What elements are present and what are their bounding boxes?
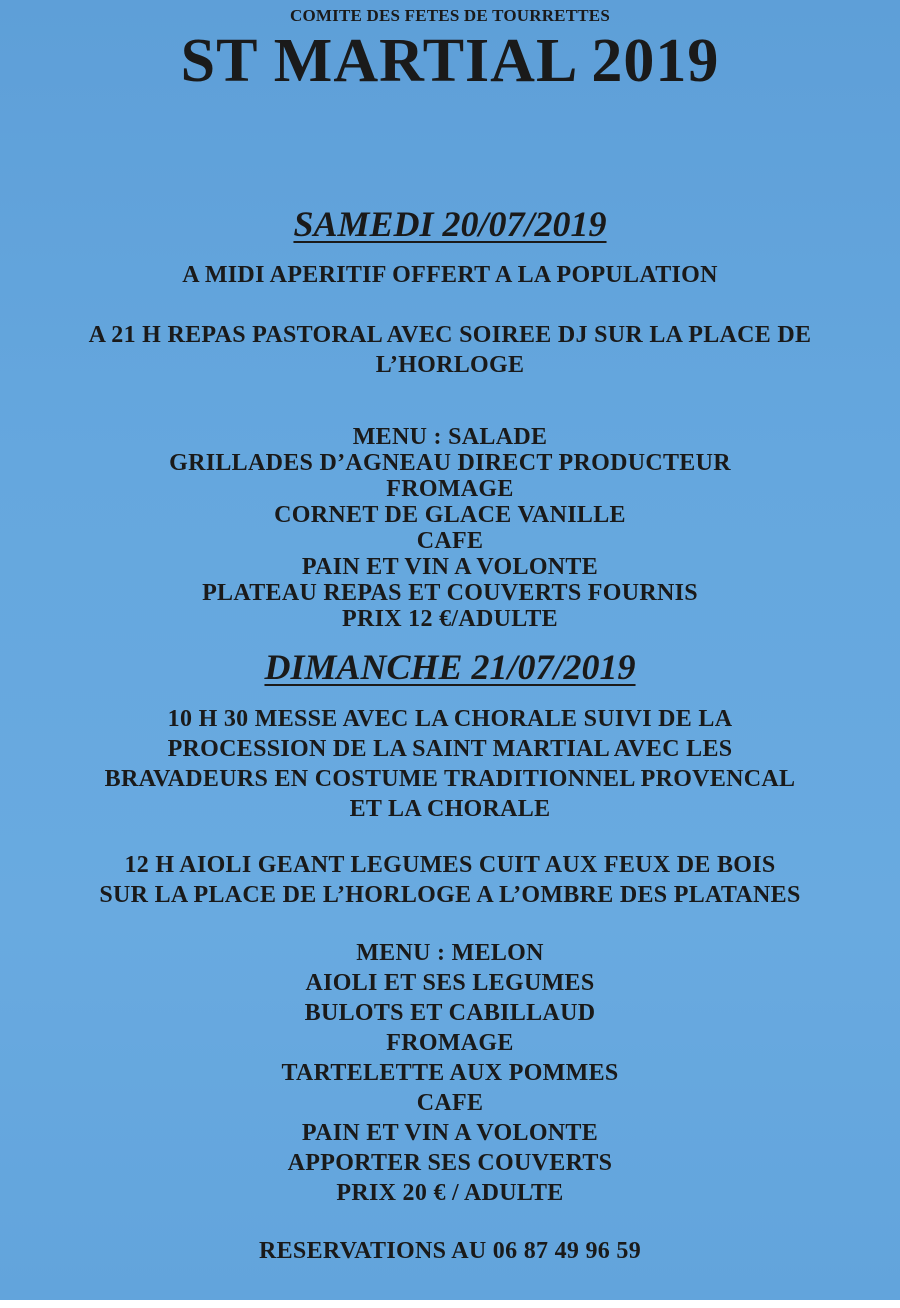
sunday-menu-item: AIOLI ET SES LEGUMES (305, 970, 595, 996)
saturday-aperitif: A MIDI APERITIF OFFERT A LA POPULATION (182, 262, 718, 288)
saturday-heading: SAMEDI 20/07/2019 (293, 204, 607, 244)
saturday-menu-item: GRILLADES D’AGNEAU DIRECT PRODUCTEUR (169, 450, 731, 476)
sunday-mass-line: ET LA CHORALE (349, 796, 551, 822)
sunday-mass-line: BRAVADEURS EN COSTUME TRADITIONNEL PROVENCAL (104, 766, 796, 792)
saturday-menu-item: MENU : SALADE (352, 424, 548, 450)
sunday-menu-item: BULOTS ET CABILLAUD (304, 1000, 596, 1026)
sunday-mass-line: PROCESSION DE LA SAINT MARTIAL AVEC LES (167, 736, 733, 762)
sunday-aioli-line: SUR LA PLACE DE L’HORLOGE A L’OMBRE DES PLATANES (99, 882, 801, 908)
sunday-price: PRIX 20 € / ADULTE (336, 1180, 564, 1206)
saturday-menu-item: CORNET DE GLACE VANILLE (274, 502, 626, 528)
sunday-menu-item: CAFE (416, 1090, 484, 1116)
sunday-mass-line: 10 H 30 MESSE AVEC LA CHORALE SUIVI DE LA (167, 706, 733, 732)
sunday-menu-item: MENU : MELON (356, 940, 544, 966)
sunday-menu-item: PAIN ET VIN A VOLONTE (301, 1120, 599, 1146)
sunday-menu-item: TARTELETTE AUX POMMES (281, 1060, 619, 1086)
sunday-menu-item: FROMAGE (386, 1030, 514, 1056)
sunday-heading: DIMANCHE 21/07/2019 (264, 647, 636, 687)
saturday-dinner-line-1: A 21 H REPAS PASTORAL AVEC SOIREE DJ SUR LA PLACE DE (88, 322, 812, 348)
saturday-menu-item: PLATEAU REPAS ET COUVERTS FOURNIS (202, 580, 698, 606)
event-title: ST MARTIAL 2019 (180, 27, 720, 95)
sunday-aioli-line: 12 H AIOLI GEANT LEGUMES CUIT AUX FEUX DE BOIS (124, 852, 776, 878)
saturday-dinner-line-2: L’HORLOGE (375, 352, 525, 378)
reservations-phone: RESERVATIONS AU 06 87 49 96 59 (258, 1238, 641, 1264)
saturday-price: PRIX 12 €/ADULTE (342, 606, 558, 632)
organizer-name: COMITE DES FETES DE TOURRETTES (290, 6, 610, 25)
saturday-menu-item: PAIN ET VIN A VOLONTE (301, 554, 599, 580)
saturday-menu-item: CAFE (416, 528, 484, 554)
page-bottom-edge (0, 1300, 900, 1308)
sunday-menu-item: APPORTER SES COUVERTS (287, 1150, 613, 1176)
saturday-menu-item: FROMAGE (386, 476, 514, 502)
